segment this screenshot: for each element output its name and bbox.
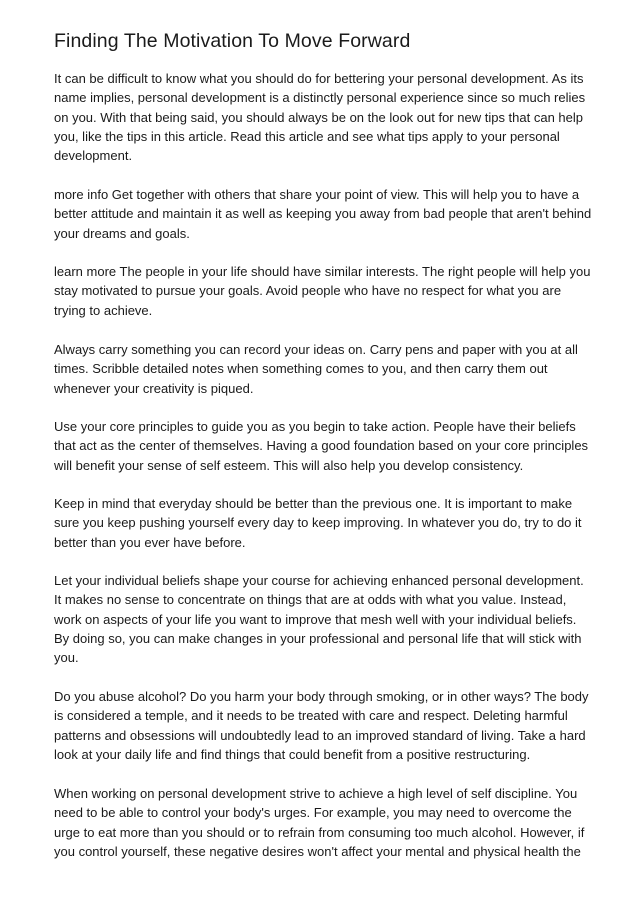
paragraph-4: Always carry something you can record your ideas on. Carry pens and paper with you at all times. Scribble detailed notes when something comes to you, and then carry them out whenever your creativity is piqued. xyxy=(54,342,578,396)
paragraph-7: Let your individual beliefs shape your course for achieving enhanced personal development. It makes no sense to concentrate on things that are at odds with what you value. Instead, work on aspects of your life you want to improve that mesh well with your individual beliefs. By doing so, you can make changes in your professional and personal life that will stick with you. xyxy=(54,573,584,666)
paragraph-1: It can be difficult to know what you should do for bettering your personal development. As its name implies, personal development is a distinctly personal experience since so much relies on you. With that being said, you should always be on the look out for new tips that can help you, like the tips in this article. Read this article and see what tips apply to your personal development. xyxy=(54,71,586,164)
paragraph-6: Keep in mind that everyday should be better than the previous one. It is important to make sure you keep pushing yourself every day to keep improving. In whatever you do, try to do it better than you ever have before. xyxy=(54,496,582,550)
paragraph-2: more info Get together with others that share your point of view. This will help you to have a better attitude and maintain it as well as keeping you away from bad people that aren't behind your dreams and goals. xyxy=(54,187,592,241)
document-title: Finding The Motivation To Move Forward xyxy=(54,30,411,52)
paragraph-8: Do you abuse alcohol? Do you harm your body through smoking, or in other ways? The body is considered a temple, and it needs to be treated with care and respect. Deleting harmful patterns and obsessions will undoubtedly lead to an improved standard of living. Take a hard look at your daily life and find things that could benefit from a positive restructuring. xyxy=(54,689,589,762)
paragraph-9: When working on personal development strive to achieve a high level of self discipline. You need to be able to control your body's urges. For example, you may need to overcome the urge to eat more than you should or to refrain from consuming too much alcohol. However, if you control yourself, these negative desires won't affect your mental and physical health the xyxy=(54,786,585,859)
paragraph-3: learn more The people in your life should have similar interests. The right people will help you stay motivated to pursue your goals. Avoid people who have no respect for what you are trying to achieve. xyxy=(54,264,591,318)
paragraph-5: Use your core principles to guide you as you begin to take action. People have their beliefs that act as the center of themselves. Having a good foundation based on your core principles will benefit your sense of self esteem. This will also help you develop consistency. xyxy=(54,419,589,473)
